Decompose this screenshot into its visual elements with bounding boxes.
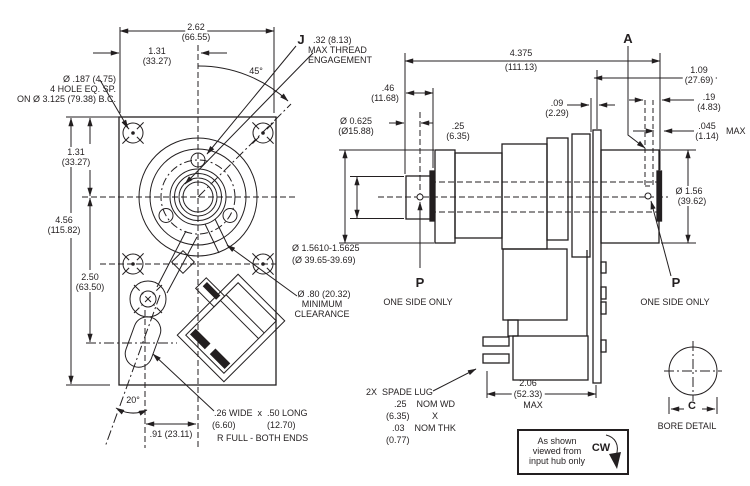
datum-label-j: J (297, 32, 305, 47)
dim-thread-in: .19 (702, 92, 716, 102)
thread-note-line3: ENGAGEMENT (308, 55, 373, 65)
dia-shaft-in: Ø 0.625 (339, 116, 373, 126)
spade-note-line1: 2X SPADE LUG (366, 387, 433, 397)
slot-note-line1: .26 WIDE x .50 LONG (214, 408, 308, 418)
dim-shaft-len-in: .46 (381, 83, 395, 93)
dim-plate-gap-in: .09 (550, 98, 564, 108)
dim-thread-mm: (4.83) (697, 102, 721, 112)
dim-gasket-in: .045 (698, 121, 716, 131)
rotation-direction-cw: CW (591, 442, 611, 454)
pin-left-note: ONE SIDE ONLY (383, 297, 453, 307)
dia-hub-in: Ø 1.56 (675, 186, 703, 196)
spade-note-line5: (0.77) (386, 435, 410, 445)
dim-width-in: 2.62 (187, 22, 205, 32)
dim-depth-in: 2.06 (519, 378, 537, 388)
clearance-note-line3: CLEARANCE (294, 309, 350, 319)
spade-note-line4: .03 NOM THK (392, 423, 456, 433)
rotation-note-line1: As shown (537, 436, 577, 446)
dia-collar-mm: (Ø 39.65-39.69) (292, 255, 356, 265)
dim-slot-offset: .91 (23.11) (149, 429, 193, 439)
connector-body (163, 260, 285, 382)
clearance-note-line2: MINIMUM (301, 299, 343, 309)
dim-pin-offset-in: .25 (451, 121, 465, 131)
dim-shaft-len-mm: (11.68) (371, 93, 399, 103)
thread-note-line1: .32 (8.13) (313, 35, 352, 45)
clearance-note-line1: Ø .80 (20.32) (297, 289, 351, 299)
dim-gasket-max: MAX (726, 126, 746, 136)
dia-shaft-mm: (Ø15.88) (338, 126, 374, 136)
rotation-note-line3: input hub only (528, 456, 586, 466)
dia-collar-in: Ø 1.5610-1.5625 (292, 243, 360, 253)
dim-slot-drop-in: 2.50 (81, 272, 99, 282)
pin-right-label: P (671, 275, 681, 290)
slot-note-mm2: (12.70) (267, 420, 296, 430)
angle-45-label: 45° (249, 66, 263, 76)
dim-width-half-mm: (33.27) (142, 56, 172, 66)
dim-slot-drop-mm: (63.50) (75, 282, 105, 292)
bore-detail-caption: BORE DETAIL (657, 421, 717, 431)
dim-height-mm: (115.82) (47, 225, 81, 235)
dim-depth-max: MAX (523, 400, 543, 410)
hole-note-line1: Ø .187 (4.75) (62, 74, 116, 84)
datum-label-a: A (623, 31, 633, 46)
hole-note-line3: ON Ø 3.125 (79.38) B.C. (16, 94, 116, 104)
bore-dim-c: C (688, 400, 696, 412)
rotation-note-line2: viewed from (532, 446, 582, 456)
dim-width-half-in: 1.31 (148, 46, 166, 56)
slot-note-mm1: (6.60) (212, 420, 236, 430)
slot-note-line3: R FULL - BOTH ENDS (217, 433, 309, 443)
dia-hub-mm: (39.62) (677, 196, 707, 206)
dim-length-mm: (111.13) (504, 62, 538, 72)
dim-length-in: 4.375 (509, 48, 533, 58)
spade-note-line3: (6.35) X (386, 411, 439, 421)
hole-note-line2: 4 HOLE EQ. SP. (50, 84, 116, 94)
spade-note-line2: .25 NOM WD (394, 399, 456, 409)
dim-pin-offset-mm: (6.35) (446, 131, 470, 141)
dim-height-half-mm: (33.27) (61, 157, 91, 167)
dim-hub-mm: (27.69) (684, 75, 714, 85)
dim-width-mm: (66.55) (181, 32, 211, 42)
dim-height-in: 4.56 (55, 215, 73, 225)
pin-right-note: ONE SIDE ONLY (640, 297, 710, 307)
thread-note-line2: MAX THREAD (308, 45, 367, 55)
dim-gasket-mm: (1.14) (695, 131, 719, 141)
angle-20-label: 20° (126, 395, 140, 405)
pin-left-label: P (415, 275, 425, 290)
dim-height-half-in: 1.31 (67, 147, 85, 157)
dim-depth-mm: (52.33) (513, 389, 543, 399)
dim-hub-in: 1.09 (690, 65, 708, 75)
dim-plate-gap-mm: (2.29) (545, 108, 569, 118)
